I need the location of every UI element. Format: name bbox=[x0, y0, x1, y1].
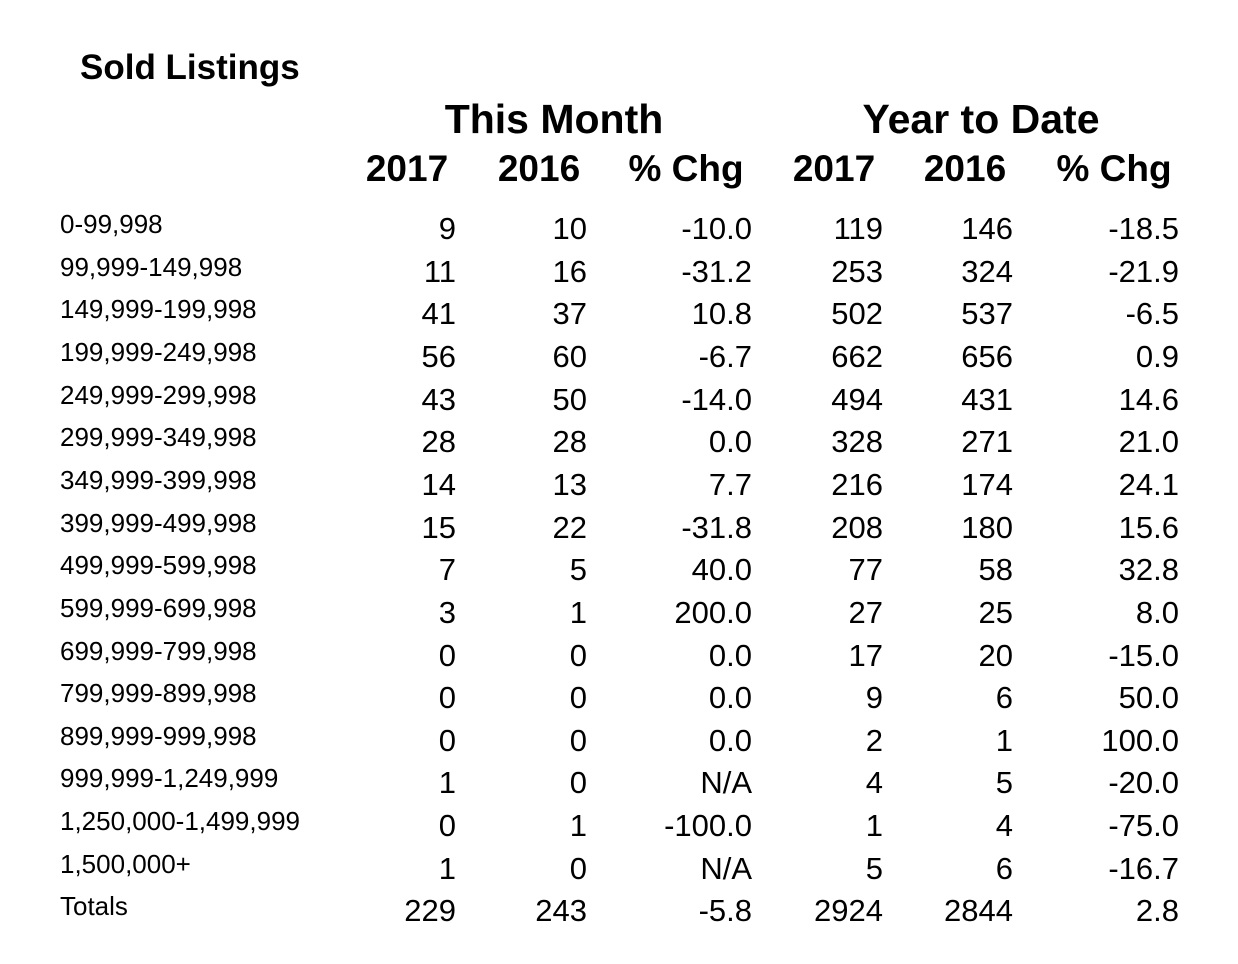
cell-ytd-pct-chg: 24.1 bbox=[1118, 466, 1179, 502]
cell-ytd-2017: 27 bbox=[848, 594, 883, 630]
table-title: Sold Listings bbox=[80, 48, 300, 87]
cell-ytd-pct-chg: -16.7 bbox=[1108, 850, 1179, 886]
cell-this-month-2017: 11 bbox=[423, 253, 456, 289]
cell-ytd-2016: 324 bbox=[961, 253, 1013, 289]
cell-this-month-2017: 7 bbox=[438, 552, 456, 588]
col-header-ytd-pct-chg: % Chg bbox=[1056, 148, 1172, 189]
row-label: 299,999-349,998 bbox=[60, 422, 257, 453]
cell-ytd-2017: 328 bbox=[831, 424, 883, 460]
cell-this-month-2016: 37 bbox=[552, 296, 587, 332]
cell-this-month-2016: 16 bbox=[552, 253, 587, 289]
cell-this-month-2016: 1 bbox=[569, 594, 587, 630]
cell-this-month-pct-chg: 7.7 bbox=[708, 466, 752, 502]
cell-this-month-2017: 14 bbox=[421, 466, 456, 502]
cell-ytd-2017: 253 bbox=[831, 253, 883, 289]
cell-this-month-2017: 28 bbox=[421, 424, 456, 460]
cell-this-month-2017: 0 bbox=[438, 808, 456, 844]
cell-ytd-2017: 1 bbox=[865, 808, 883, 844]
cell-this-month-2017: 229 bbox=[404, 893, 456, 929]
cell-ytd-2017: 119 bbox=[833, 211, 883, 246]
col-header-ytd-2017: 2017 bbox=[792, 148, 876, 189]
cell-ytd-2016: 180 bbox=[961, 509, 1013, 545]
cell-ytd-pct-chg: -18.5 bbox=[1108, 211, 1179, 246]
cell-this-month-2016: 60 bbox=[552, 338, 587, 374]
cell-ytd-pct-chg: 50.0 bbox=[1118, 680, 1179, 716]
totals-row bbox=[0, 891, 1238, 940]
col-header-this-month-2017: 2017 bbox=[365, 148, 449, 189]
cell-ytd-2017: 662 bbox=[831, 338, 883, 374]
cell-ytd-2016: 2844 bbox=[944, 893, 1013, 929]
row-label: 799,999-899,998 bbox=[60, 678, 257, 709]
cell-ytd-2017: 77 bbox=[848, 552, 883, 588]
row-label: 149,999-199,998 bbox=[60, 294, 257, 325]
cell-this-month-2016: 28 bbox=[552, 424, 587, 460]
cell-ytd-2017: 5 bbox=[865, 850, 883, 886]
col-header-ytd-2016: 2016 bbox=[923, 148, 1007, 189]
cell-ytd-2017: 208 bbox=[831, 509, 883, 545]
cell-ytd-2016: 431 bbox=[961, 381, 1013, 417]
cell-ytd-pct-chg: 0.9 bbox=[1135, 338, 1179, 374]
row-label: Totals bbox=[60, 891, 128, 922]
cell-ytd-pct-chg: -20.0 bbox=[1108, 765, 1179, 801]
cell-ytd-2016: 537 bbox=[961, 296, 1013, 332]
cell-this-month-2017: 56 bbox=[421, 338, 456, 374]
cell-ytd-pct-chg: 14.6 bbox=[1118, 381, 1179, 417]
cell-this-month-2016: 5 bbox=[569, 552, 587, 588]
cell-ytd-2016: 20 bbox=[978, 637, 1013, 673]
row-label: 349,999-399,998 bbox=[60, 464, 257, 495]
cell-ytd-2016: 4 bbox=[995, 808, 1013, 844]
cell-this-month-2017: 15 bbox=[421, 509, 456, 545]
cell-ytd-2017: 216 bbox=[831, 466, 883, 502]
cell-ytd-pct-chg: 15.6 bbox=[1118, 509, 1179, 545]
group-header-this-month: This Month bbox=[444, 96, 664, 142]
cell-this-month-2017: 43 bbox=[421, 381, 456, 417]
cell-this-month-2016: 0 bbox=[569, 722, 587, 758]
table-row bbox=[0, 848, 1238, 898]
cell-this-month-2017: 1 bbox=[438, 850, 456, 886]
cell-this-month-2016: 13 bbox=[552, 466, 587, 502]
cell-ytd-pct-chg: 32.8 bbox=[1118, 552, 1179, 588]
cell-ytd-pct-chg: 2.8 bbox=[1135, 893, 1179, 929]
cell-this-month-2016: 1 bbox=[569, 808, 587, 844]
cell-ytd-2016: 5 bbox=[995, 765, 1013, 801]
cell-ytd-2017: 502 bbox=[831, 296, 883, 332]
cell-this-month-pct-chg: -14.0 bbox=[681, 381, 752, 417]
cell-this-month-2016: 0 bbox=[569, 637, 587, 673]
cell-ytd-2017: 4 bbox=[865, 765, 883, 801]
col-header-this-month-pct-chg: % Chg bbox=[628, 148, 744, 189]
cell-ytd-pct-chg: -21.9 bbox=[1108, 253, 1179, 289]
cell-this-month-pct-chg: -31.2 bbox=[681, 253, 752, 289]
cell-ytd-2016: 6 bbox=[995, 850, 1013, 886]
cell-this-month-2017: 3 bbox=[438, 594, 456, 630]
cell-ytd-2016: 271 bbox=[961, 424, 1013, 460]
cell-this-month-2016: 0 bbox=[569, 765, 587, 801]
row-label: 399,999-499,998 bbox=[60, 507, 257, 538]
cell-this-month-pct-chg: N/A bbox=[700, 765, 752, 801]
cell-ytd-2017: 2 bbox=[865, 722, 883, 758]
row-label: 499,999-599,998 bbox=[60, 550, 257, 581]
cell-ytd-2016: 656 bbox=[961, 338, 1013, 374]
cell-this-month-2016: 243 bbox=[535, 893, 587, 929]
cell-ytd-pct-chg: -75.0 bbox=[1108, 808, 1179, 844]
row-label: 0-99,998 bbox=[60, 209, 163, 239]
cell-this-month-2017: 1 bbox=[438, 765, 456, 801]
cell-this-month-pct-chg: -100.0 bbox=[664, 808, 752, 844]
cell-this-month-pct-chg: 0.0 bbox=[708, 424, 752, 460]
cell-this-month-pct-chg: 0.0 bbox=[708, 637, 752, 673]
cell-ytd-pct-chg: 8.0 bbox=[1135, 594, 1179, 630]
cell-this-month-2017: 0 bbox=[438, 722, 456, 758]
cell-this-month-pct-chg: -10.0 bbox=[681, 211, 752, 246]
cell-this-month-2016: 0 bbox=[569, 850, 587, 886]
cell-this-month-2017: 0 bbox=[438, 637, 456, 673]
cell-ytd-2016: 146 bbox=[961, 211, 1013, 246]
cell-this-month-pct-chg: -6.7 bbox=[698, 338, 752, 374]
row-label: 249,999-299,998 bbox=[60, 379, 257, 410]
cell-this-month-pct-chg: 0.0 bbox=[708, 722, 752, 758]
row-label: 1,250,000-1,499,999 bbox=[60, 806, 300, 837]
cell-this-month-2016: 0 bbox=[569, 680, 587, 716]
cell-this-month-pct-chg: 0.0 bbox=[708, 680, 752, 716]
row-label: 199,999-249,998 bbox=[60, 336, 257, 367]
cell-this-month-pct-chg: 10.8 bbox=[691, 296, 752, 332]
cell-this-month-pct-chg: -5.8 bbox=[698, 893, 752, 929]
cell-this-month-pct-chg: 200.0 bbox=[674, 594, 752, 630]
cell-this-month-2017: 41 bbox=[421, 296, 456, 332]
cell-ytd-2017: 494 bbox=[831, 381, 883, 417]
cell-ytd-2016: 58 bbox=[978, 552, 1013, 588]
cell-this-month-pct-chg: N/A bbox=[700, 850, 752, 886]
cell-this-month-2016: 50 bbox=[552, 381, 587, 417]
row-label: 599,999-699,998 bbox=[60, 592, 257, 623]
cell-this-month-2017: 9 bbox=[438, 211, 456, 246]
row-label: 899,999-999,998 bbox=[60, 720, 257, 751]
cell-ytd-pct-chg: -15.0 bbox=[1108, 637, 1179, 673]
cell-ytd-pct-chg: 100.0 bbox=[1101, 722, 1179, 758]
group-header-year-to-date: Year to Date bbox=[862, 96, 1100, 142]
cell-this-month-pct-chg: 40.0 bbox=[691, 552, 752, 588]
cell-ytd-2016: 25 bbox=[978, 594, 1013, 630]
cell-ytd-2017: 9 bbox=[865, 680, 883, 716]
row-label: 1,500,000+ bbox=[60, 848, 191, 879]
cell-ytd-2016: 1 bbox=[995, 722, 1013, 758]
row-label: 99,999-149,998 bbox=[60, 251, 243, 282]
row-label: 999,999-1,249,999 bbox=[60, 763, 279, 794]
cell-this-month-pct-chg: -31.8 bbox=[681, 509, 752, 545]
cell-ytd-2016: 174 bbox=[961, 466, 1013, 502]
col-header-this-month-2016: 2016 bbox=[497, 148, 581, 189]
cell-ytd-pct-chg: -6.5 bbox=[1125, 296, 1179, 332]
cell-ytd-2017: 17 bbox=[848, 637, 883, 673]
cell-ytd-2017: 2924 bbox=[814, 893, 883, 929]
cell-ytd-pct-chg: 21.0 bbox=[1118, 424, 1179, 460]
cell-this-month-2016: 10 bbox=[552, 211, 587, 246]
cell-this-month-2016: 22 bbox=[552, 509, 587, 545]
row-label: 699,999-799,998 bbox=[60, 635, 257, 666]
cell-ytd-2016: 6 bbox=[995, 680, 1013, 716]
cell-this-month-2017: 0 bbox=[438, 680, 456, 716]
